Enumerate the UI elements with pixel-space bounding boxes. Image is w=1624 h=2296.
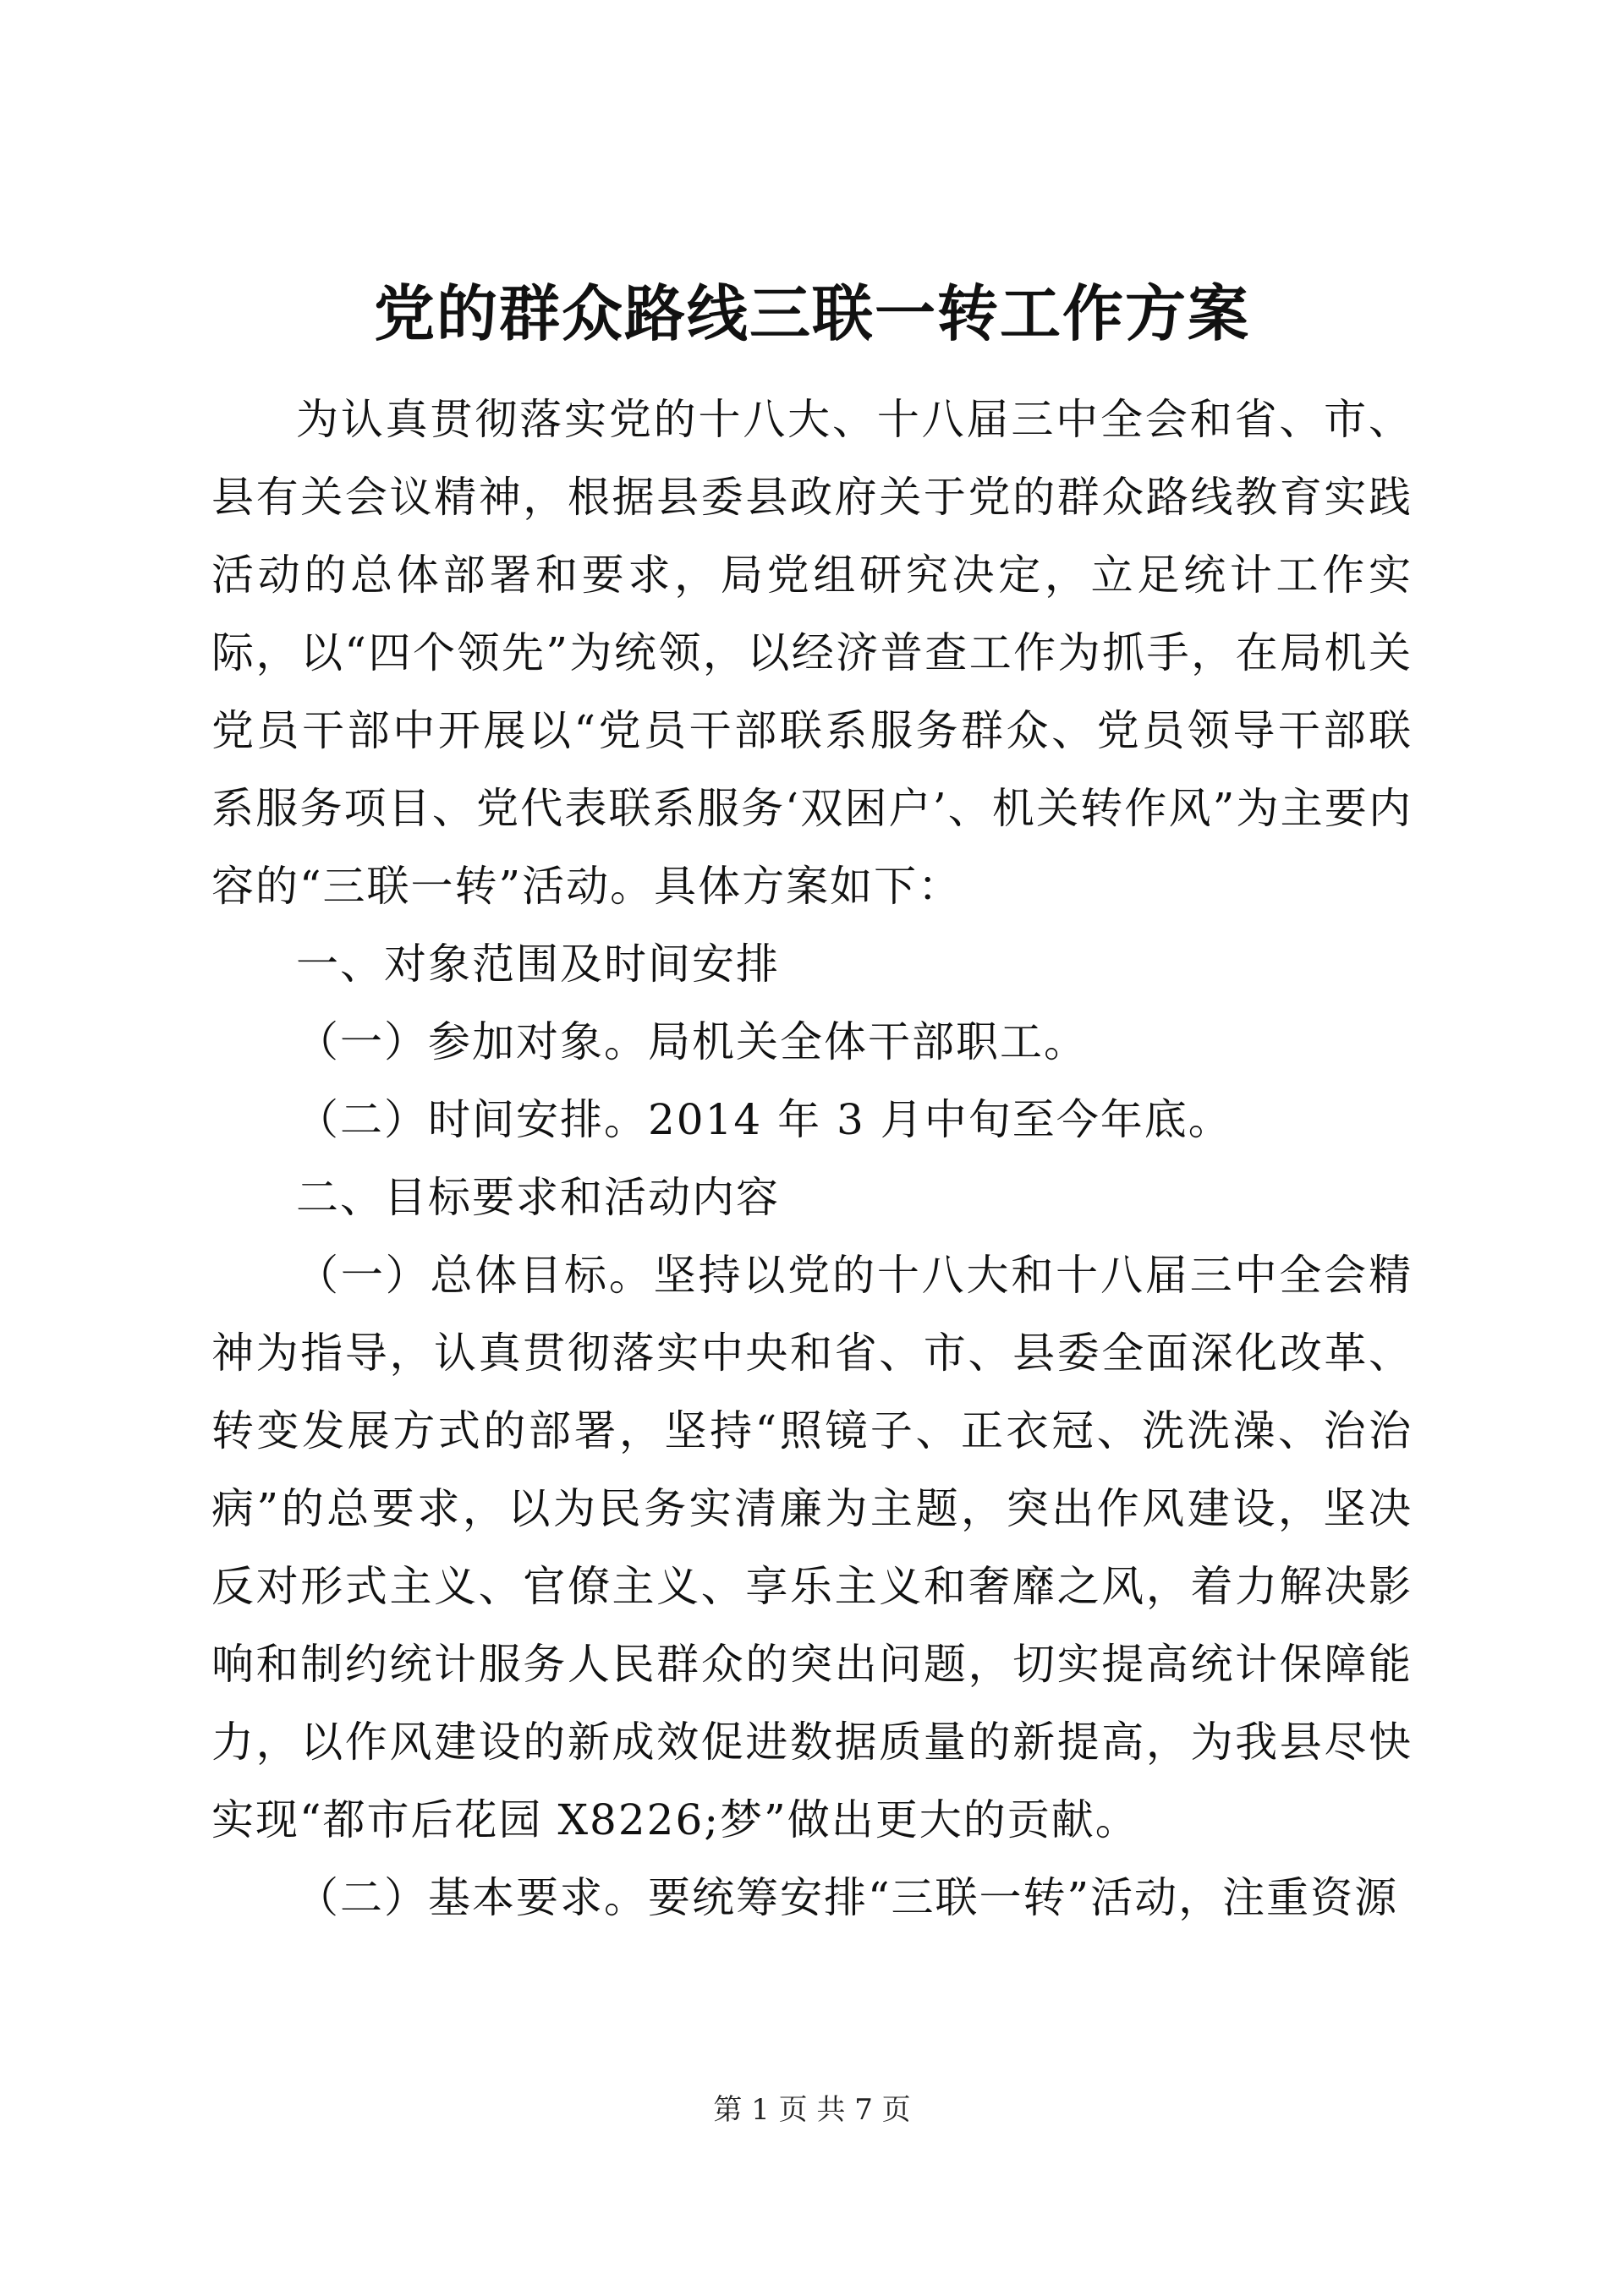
page-number-footer: 第 1 页 共 7 页: [713, 2093, 911, 2127]
intro-paragraph: 为认真贯彻落实党的十八大、十八届三中全会和省、市、县有关会议精神，根据县委县政府关于党的群众路线教育实践活动的总体部署和要求，局党组研究决定，立足统计工作实际，以“四个领先”为统领，以经济普查工作为抓手，在局机关党员干部中开展以“党员干部联系服务群众、党员领导干部联系服务项目、党代表联系服务‘双困户’、机关转作风”为主要内容的“三联一转”活动。具体方案如下：: [211, 395, 1413, 911]
document-body: [211, 381, 1413, 1937]
subsection-participants: （一）参加对象。局机关全体干部职工。: [296, 1017, 1088, 1066]
section-heading-1: 一、对象范围及时间安排: [296, 940, 780, 989]
subsection-overall-goal: （一）总体目标。坚持以党的十八大和十八届三中全会精神为指导，认真贯彻落实中央和省、市、县委全面深化改革、转变发展方式的部署，坚持“照镜子、正衣冠、洗洗澡、治治病”的总要求，以为民务实清廉为主题，突出作风建设，坚决反对形式主义、官僚主义、享乐主义和奢靡之风，着力解决影响和制约统计服务人民群众的突出问题，切实提高统计保障能力，以作风建设的新成效促进数据质量的新提高，为我县尽快实现“都市后花园 X8226;梦”做出更大的贡献。: [211, 1251, 1413, 1844]
subsection-basic-requirements: （二）基本要求。要统筹安排“三联一转”活动，注重资源: [296, 1873, 1399, 1922]
section-heading-2: 二、目标要求和活动内容: [296, 1173, 780, 1222]
subsection-schedule: （二）时间安排。2014 年 3 月中旬至今年底。: [296, 1095, 1232, 1144]
document-title: 党的群众路线三联一转工作方案: [373, 277, 1250, 349]
